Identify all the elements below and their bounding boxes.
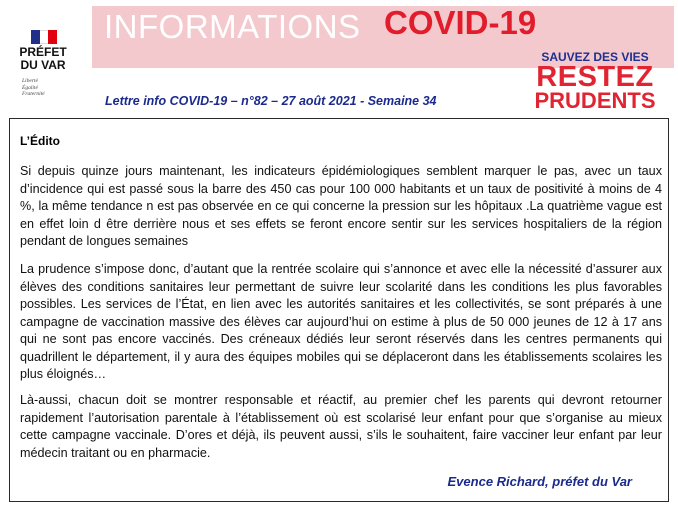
slogan-line2: RESTEZ	[536, 61, 654, 93]
motto-liberte: Liberté	[22, 78, 38, 84]
newsletter-header	[0, 0, 678, 113]
signature: Evence Richard, préfet du Var	[447, 474, 632, 489]
slogan-line1: SAUVEZ DES VIES	[541, 50, 649, 64]
motto-egalite: Égalité	[22, 84, 38, 91]
republic-motto	[22, 78, 45, 98]
title-informations: INFORMATIONS	[104, 8, 361, 45]
slogan-badge	[520, 50, 670, 111]
logo-title	[8, 46, 78, 72]
logo-title-line2: DU VAR	[20, 58, 66, 72]
edito-paragraph-2: La prudence s’impose donc, d’autant que la rentrée scolaire qui s’annonce et avec elle la nécessité d’assurer aux élèves des conditions sanitaires leur permettant de suivre leur scolarité dans les conditions les plus favorables possibles. Les services de l’État, en lien avec les autorités sanitaires et les collectivités, se sont préparés à une campagne de vaccination massive des élèves car aujourd’hui on estime à plus de 50 000 jeunes de 12 à 17 ans qui ne sont pas encore vaccinés. Des créneaux dédiés leur seront réservés dans les centres permanents qui quadrillent le département, il y aura des équipes mobiles qui se déplaceront dans les établissements scolaires les plus éloignés…	[20, 262, 662, 381]
title-covid: COVID-19	[384, 4, 537, 41]
prefet-logo	[8, 24, 78, 106]
edito-heading: L’Édito	[20, 134, 60, 148]
logo-title-line1: PRÉFET	[19, 45, 67, 59]
french-flag-icon	[31, 30, 57, 44]
edito-paragraph-3: Là-aussi, chacun doit se montrer responsable et réactif, au premier chef les parents qui devront retourner rapidement l’autorisation parentale à l’établissement où est scolarisé leur enfant pour que s’organise au mieux cette campagne vaccinale. D’ores et déjà, ils peuvent aussi, s’ils le souhaitent, faire vacciner leur enfant par leur médecin traitant ou en pharmacie.	[20, 393, 662, 460]
edito-paragraph-1: Si depuis quinze jours maintenant, les indicateurs épidémiologiques semblent marquer le pas, avec un taux d’incidence qui est passé sous la barre des 450 cas pour 100 000 habitants et un taux de positivité à moins de 4 %, la même tendance n est pas observée en ce qui concerne la pression sur les hôpitaux .La quatrième vague est en effet loin d être derrière nous et ses effets se feront encore sentir sur les services hospitaliers de la région pendant de longues semaines	[20, 164, 662, 248]
motto-fraternite: Fraternité	[22, 91, 45, 97]
newsletter-subtitle: Lettre info COVID-19 – n°82 – 27 août 2021 - Semaine 34	[105, 94, 437, 108]
slogan-line3: PRUDENTS	[534, 88, 656, 113]
